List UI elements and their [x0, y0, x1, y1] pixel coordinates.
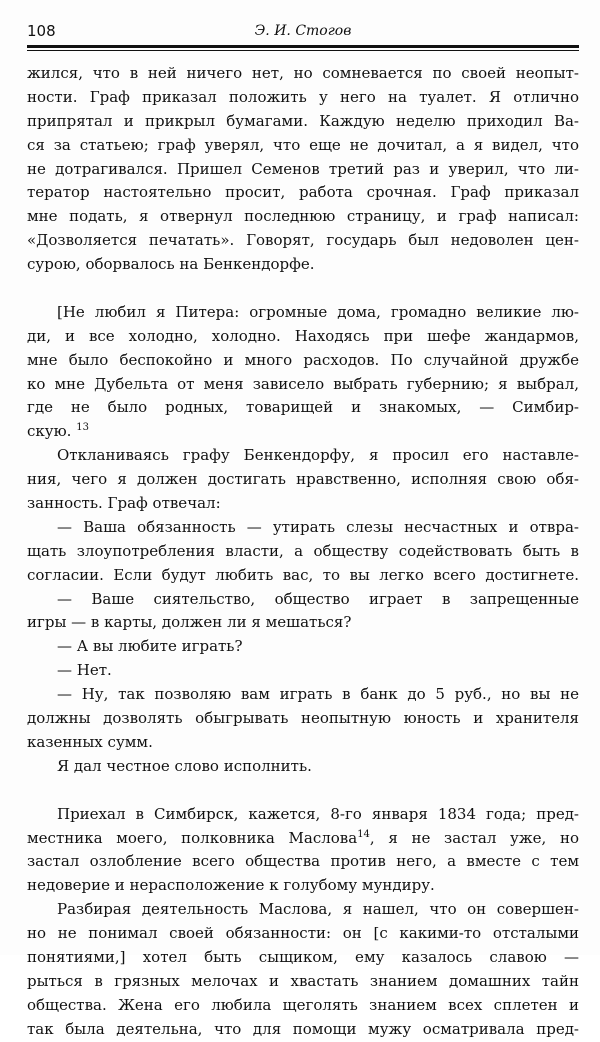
text-line: мне было беспокойно и много расходов. По случайной дружбе — [27, 350, 579, 369]
text-line: должны дозволять обыгрывать неопытную юность и хранителя — [27, 709, 579, 728]
text-line — [27, 420, 579, 444]
footnote-ref-14[interactable]: 14 — [357, 828, 370, 840]
text-line: ко мне Дубельта от меня зависело выбрать губернию; я выбрал, — [27, 374, 579, 393]
text-line: недоверие и нерасположение к голубому мундиру. — [27, 876, 435, 895]
text-line: казенных сумм. — [27, 732, 153, 751]
text-line: — Нет. — [57, 661, 112, 680]
text-line: но не понимал своей обязанности: он [с какими-то отсталыми — [27, 924, 579, 943]
text-line: сурою, оборвалось на Бенкендорфе. — [27, 255, 315, 274]
text-line: рыться в грязных мелочах и хвастать знанием домашних тайн — [27, 971, 579, 990]
text-line: ся за статьею; граф уверял, что еще не дочитал, а я видел, что — [27, 135, 579, 154]
body-text — [27, 62, 579, 1042]
text-line: ности. Граф приказал положить у него на туалет. Я отлично — [27, 87, 579, 106]
text-line: [Не любил я Питера: огромные дома, громадно великие лю- — [57, 302, 579, 321]
text-line: припрятал и прикрыл бумагами. Каждую неделю приходил Ва- — [27, 111, 579, 130]
text-line: Приехал в Симбирск, кажется, 8-го января 1834 года; пред- — [57, 804, 579, 823]
text-line: так была деятельна, что для помощи мужу осматривала пред- — [27, 1019, 579, 1038]
line-text: скую. — [27, 422, 72, 441]
text-line: понятиями,] хотел быть сыщиком, ему казалось славою — — [27, 947, 579, 966]
text-line: Разбирая деятельность Маслова, я нашел, что он совершен- — [57, 900, 579, 919]
text-line: занность. Граф отвечал: — [27, 494, 221, 513]
text-line: игры — в карты, должен ли я мешаться? — [27, 613, 352, 632]
line-text: местника моего, полковника Маслова — [27, 828, 358, 847]
text-line: — Ваше сиятельство, общество играет в запрещенные — [57, 589, 579, 608]
paragraph-gap — [27, 277, 579, 301]
text-line: ния, чего я должен достигать нравственно, исполняя свою обя- — [27, 470, 579, 489]
header-rule-thin — [27, 50, 579, 51]
text-line: — Ну, так позволяю вам играть в банк до 5 руб., но вы не — [57, 685, 579, 704]
text-line: щать злоупотребления власти, а обществу содействовать быть в — [27, 541, 579, 560]
line-text: , я не застал уже, но — [369, 828, 579, 847]
text-line: застал озлобление всего общества против него, а вместе с тем — [27, 852, 579, 871]
running-title: Э. И. Стогов — [254, 23, 352, 39]
page-header — [27, 22, 579, 44]
text-line: где не было родных, товарищей и знакомых, — Симбир- — [27, 398, 579, 417]
header-rule-thick — [27, 45, 579, 48]
text-line: — Ваша обязанность — утирать слезы несчастных и отвра- — [57, 517, 579, 536]
text-line: «Дозволяется печатать». Говорят, государь был недоволен цен- — [27, 231, 579, 250]
footnote-ref-13[interactable]: 13 — [76, 422, 89, 434]
text-line: согласии. Если будут любить вас, то вы легко всего достигнете. — [27, 565, 579, 584]
text-line: не дотрагивался. Пришел Семенов третий раз и уверил, что ли- — [27, 159, 579, 178]
text-line: ди, и все холодно, холодно. Находясь при шефе жандармов, — [27, 326, 579, 345]
text-line — [27, 827, 579, 851]
paragraph-gap — [27, 779, 579, 803]
text-line: — А вы любите играть? — [57, 637, 243, 656]
text-line: общества. Жена его любила щеголять знанием всех сплетен и — [27, 995, 579, 1014]
text-line: мне подать, я отвернул последнюю страницу, и граф написал: — [27, 207, 579, 226]
page-number: 108 — [27, 22, 56, 40]
text-line: тератор настоятельно просит, работа срочная. Граф приказал — [27, 183, 579, 202]
text-line: Я дал честное слово исполнить. — [57, 756, 312, 775]
text-line: Откланиваясь графу Бенкендорфу, я просил его наставле- — [57, 446, 579, 465]
text-line: жился, что в ней ничего нет, но сомневается по своей неопыт- — [27, 64, 579, 82]
